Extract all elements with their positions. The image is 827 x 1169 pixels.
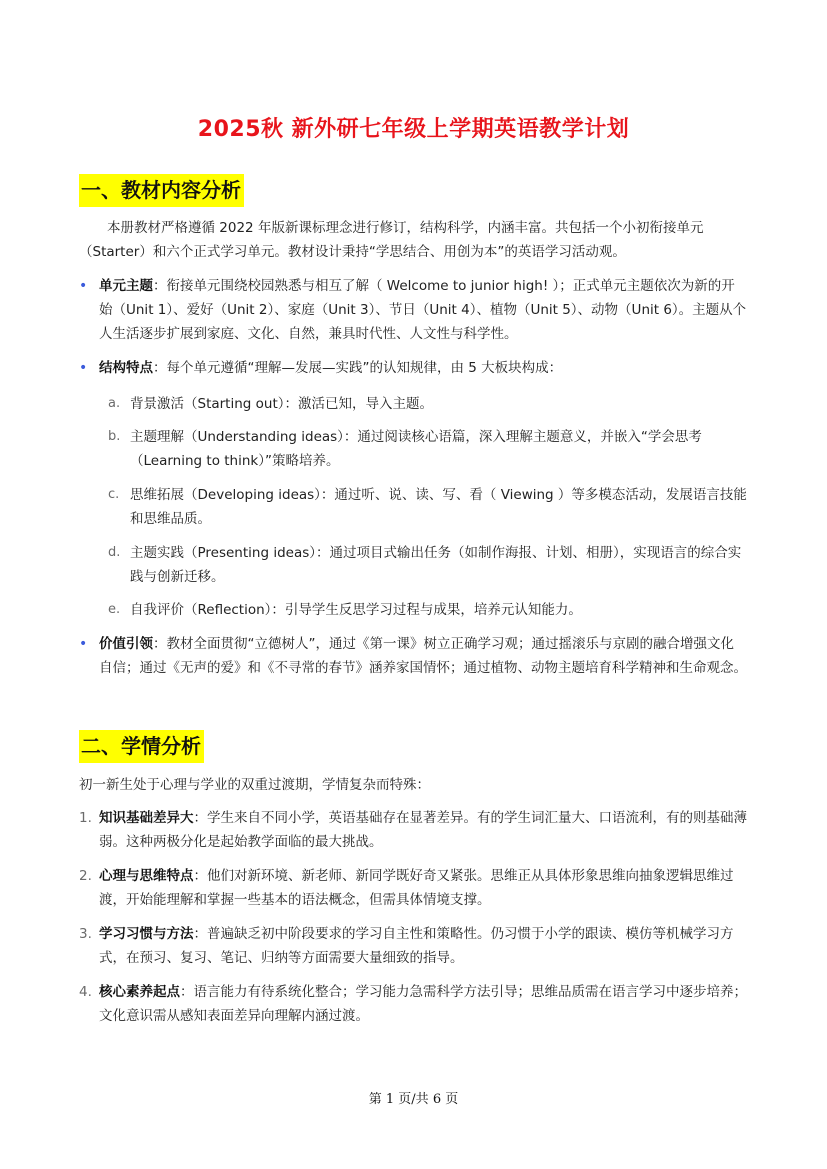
bullet-text: ：衔接单元围绕校园熟悉与相互了解（ Welcome to junior high! ）；正式单元主题依次为新的开始（Unit 1）、爱好（Unit 2）、家庭（Unit 3）、节日（Unit 4）、植物（Unit 5）、动物（Unit 6）。主题从个人生活逐步扩展到家庭、文化、自然，兼具时代性、人文性与科学性。: [99, 278, 747, 342]
list-number: 3.: [79, 926, 92, 942]
list-item-text: ：语言能力有待系统化整合；学习能力急需科学方法引导；思维品质需在语言学习中逐步培养；文化意识需从感知表面差异向理解内涵过渡。: [99, 984, 747, 1024]
sub-item-text: 背景激活（Starting out）：激活已知，导入主题。: [130, 396, 434, 412]
sub-item-letter: a.: [108, 396, 121, 411]
bullet-text: ：教材全面贯彻“立德树人”，通过《第一课》树立正确学习观；通过摇滚乐与京剧的融合增强文化自信；通过《无声的爱》和《不寻常的春节》涵养家国情怀；通过植物、动物主题培育科学精神和生命观念。: [99, 636, 747, 676]
sub-item-text: 思维拓展（Developing ideas）：通过听、说、读、写、看（ Viewing ）等多模态活动，发展语言技能和思维品质。: [130, 487, 747, 527]
bullet-unit-theme: [99, 274, 747, 346]
list-item-habits: [99, 922, 747, 970]
sub-item-text: 自我评价（Reflection）：引导学生反思学习过程与成果，培养元认知能力。: [130, 602, 582, 618]
bullet-label: 价值引领: [99, 636, 153, 652]
section-heading-textbook-analysis: 一、教材内容分析: [79, 174, 244, 207]
section1-intro: 本册教材严格遵循 2022 年版新课标理念进行修订，结构科学，内涵丰富。共包括一个小初衔接单元（Starter）和六个正式学习单元。教材设计秉持“学思结合、用创为本”的英语学习活动观。: [79, 220, 704, 260]
bullet-label: 单元主题: [99, 278, 153, 294]
list-item-label: 知识基础差异大: [99, 810, 194, 826]
list-number: 4.: [79, 984, 92, 1000]
list-item-label: 核心素养起点: [99, 984, 180, 1000]
list-item-label: 心理与思维特点: [99, 868, 194, 884]
list-item-knowledge: [99, 806, 747, 854]
bullet-structure: [99, 356, 747, 380]
document-title: 2025秋 新外研七年级上学期英语教学计划: [197, 117, 630, 142]
list-item-text: ：他们对新环境、新老师、新同学既好奇又紧张。思维正从具体形象思维向抽象逻辑思维过渡，开始能理解和掌握一些基本的语法概念，但需具体情境支撑。: [99, 868, 734, 908]
sub-item-letter: b.: [108, 429, 121, 444]
page-footer: 第 1 页/共 6 页: [368, 1092, 459, 1107]
bullet-text: ：每个单元遵循“理解—发展—实践”的认知规律，由 5 大板块构成：: [153, 360, 563, 376]
bullet-icon: •: [79, 636, 88, 652]
list-item-label: 学习习惯与方法: [99, 926, 194, 942]
list-number: 1.: [79, 810, 92, 826]
sub-item-letter: d.: [108, 545, 121, 560]
bullet-values: [99, 632, 747, 680]
list-item-text: ：普遍缺乏初中阶段要求的学习自主性和策略性。仍习惯于小学的跟读、模仿等机械学习方式，在预习、复习、笔记、归纳等方面需要大量细致的指导。: [99, 926, 734, 966]
sub-item-letter: c.: [108, 487, 120, 502]
list-item-psychology: [99, 864, 747, 912]
sub-item-text: 主题实践（Presenting ideas）：通过项目式输出任务（如制作海报、计划、相册），实现语言的综合实践与创新迁移。: [130, 545, 742, 585]
list-number: 2.: [79, 868, 92, 884]
sub-item-text: 主题理解（Understanding ideas）：通过阅读核心语篇，深入理解主题意义，并嵌入“学会思考（Learning to think）”策略培养。: [130, 429, 702, 469]
list-item-text: ：学生来自不同小学，英语基础存在显著差异。有的学生词汇量大、口语流利，有的则基础薄弱。这种两极分化是起始教学面临的最大挑战。: [99, 810, 747, 850]
list-item-competency: [99, 980, 747, 1028]
section-heading-student-analysis: 二、学情分析: [79, 730, 204, 763]
bullet-label: 结构特点: [99, 360, 153, 376]
section2-intro: 初一新生处于心理与学业的双重过渡期，学情复杂而特殊：: [79, 777, 430, 793]
sub-item-letter: e.: [108, 602, 121, 617]
bullet-icon: •: [79, 278, 88, 294]
bullet-icon: •: [79, 360, 88, 376]
